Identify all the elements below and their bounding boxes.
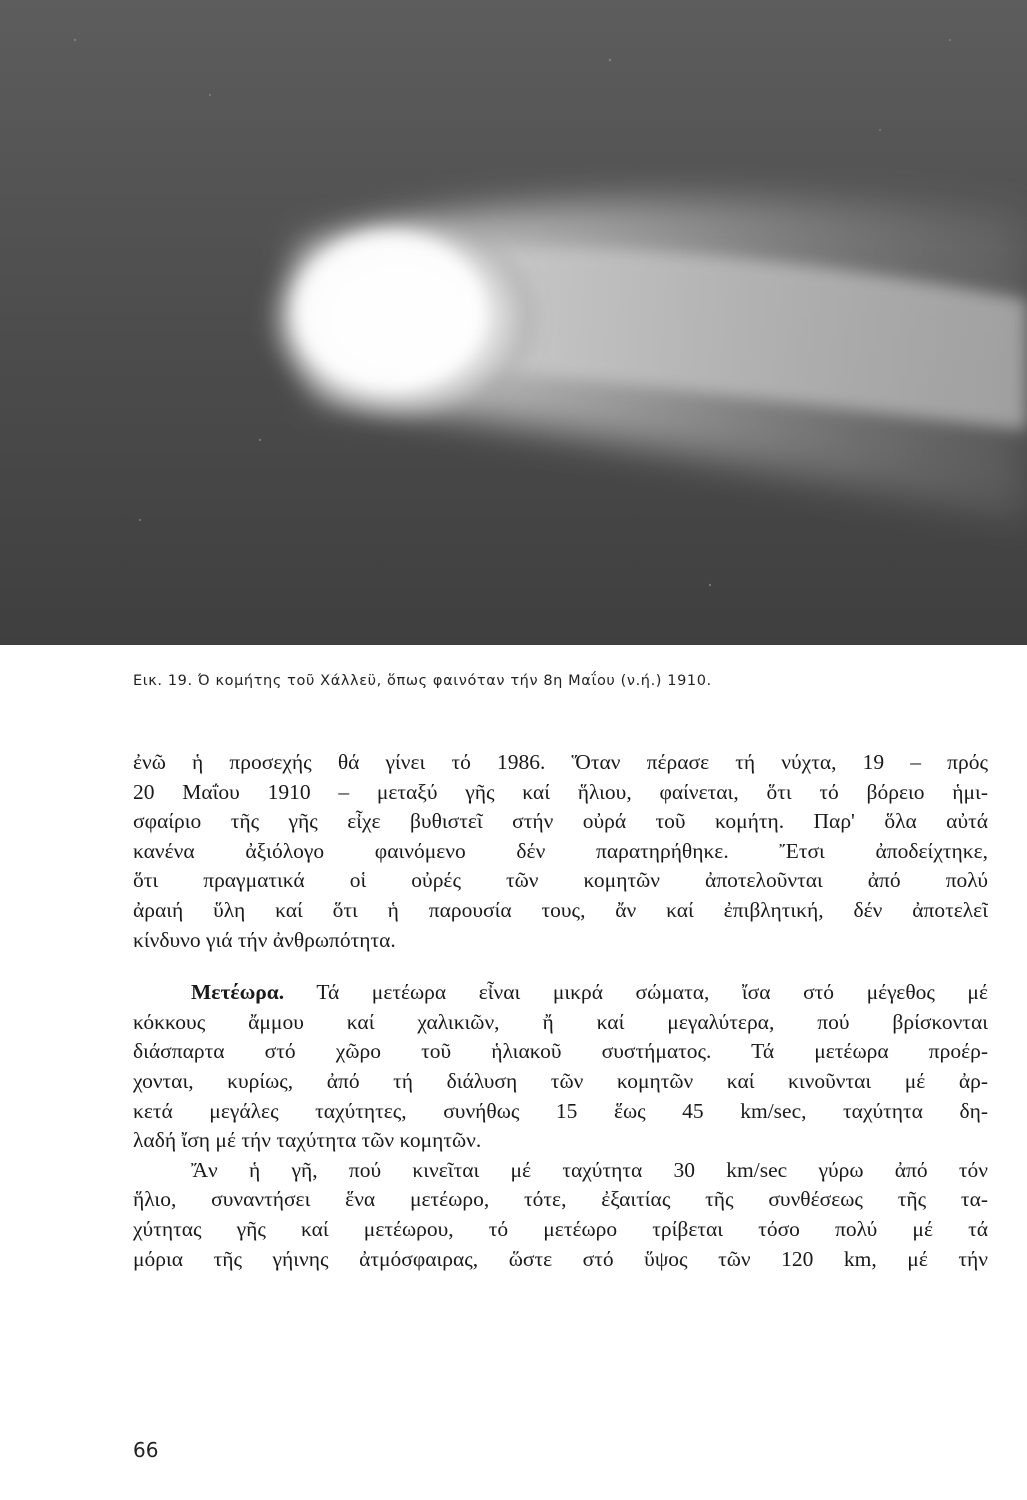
text-line: Ἄν ἡ γῆ, πού κινεῖται μέ ταχύτητα 30 km/sec γύρω ἀπό τόν <box>191 1157 988 1182</box>
text-line: 20 Μαΐου 1910 – μεταξύ γῆς καί ἥλιου, φαίνεται, ὅτι τό βόρειο ἡμι- <box>133 779 988 804</box>
paragraph-meteors <box>133 978 988 1156</box>
body-text <box>133 748 988 1274</box>
text-line: κανένα ἀξιόλογο φαινόμενο δέν παρατηρήθηκε. Ἔτσι ἀποδείχτηκε, <box>133 838 988 863</box>
text-line: κόκκους ἄμμου καί χαλικιῶν, ἤ καί μεγαλύτερα, πού βρίσκονται <box>133 1009 988 1034</box>
page-number: 66 <box>133 1438 159 1462</box>
text-line: λαδή ἴση μέ τήν ταχύτητα τῶν κομητῶν. <box>133 1128 482 1153</box>
text-line: ἀραιή ὕλη καί ὅτι ἡ παρουσία τους, ἄν καί ἐπιβλητική, δέν ἀποτελεῖ <box>133 897 988 922</box>
text-line <box>133 978 988 1008</box>
comet-photograph <box>0 0 1027 645</box>
text-line: ἐνῶ ἡ προσεχής θά γίνει τό 1986. Ὅταν πέρασε τή νύχτα, 19 – πρός <box>133 750 988 774</box>
text-line: χύτητας γῆς καί μετέωρου, τό μετέωρο τρίβεται τόσο πολύ μέ τά <box>133 1216 988 1241</box>
figure-caption: Εικ. 19. Ό κομήτης τοῦ Χάλλεϋ, ὅπως φαινόταν τήν 8η Μαΐου (ν.ή.) 1910. <box>133 673 712 689</box>
halley-comet-image <box>0 0 1027 645</box>
text-line: διάσπαρτα στό χῶρο τοῦ ἡλιακοῦ συστήματος. Τά μετέωρα προέρ- <box>133 1039 988 1064</box>
text-line: ὅτι πραγματικά οἱ οὐρές τῶν κομητῶν ἀποτελοῦνται ἀπό πολύ <box>133 868 988 893</box>
text-line: κίνδυνο γιά τήν ἀνθρωπότητα. <box>133 927 396 952</box>
text-line: ἥλιο, συναντήσει ἕνα μετέωρο, τότε, ἐξαιτίας τῆς συνθέσεως τῆς τα- <box>133 1187 988 1212</box>
text-line: μόρια τῆς γήινης ἀτμόσφαιρας, ὥστε στό ὕψος τῶν 120 km, μέ τήν <box>133 1246 988 1271</box>
text-line: κετά μεγάλες ταχύτητες, συνήθως 15 ἕως 45 km/sec, ταχύτητα δη- <box>133 1098 988 1123</box>
paragraph-halley <box>133 748 988 955</box>
text-line: σφαίριο τῆς γῆς εἶχε βυθιστεῖ στήν οὐρά τοῦ κομήτη. Παρ' ὅλα αὐτά <box>133 809 988 834</box>
section-heading: Μετέωρα. <box>191 980 285 1005</box>
text-line: χονται, κυρίως, ἀπό τή διάλυση τῶν κομητῶν καί κινοῦνται μέ ἀρ- <box>133 1068 988 1093</box>
text-fragment: Τά μετέωρα εἶναι μικρά σώματα, ἴσα στό μέγεθος μέ <box>316 980 988 1005</box>
paragraph-earth-meteor <box>133 1156 988 1274</box>
